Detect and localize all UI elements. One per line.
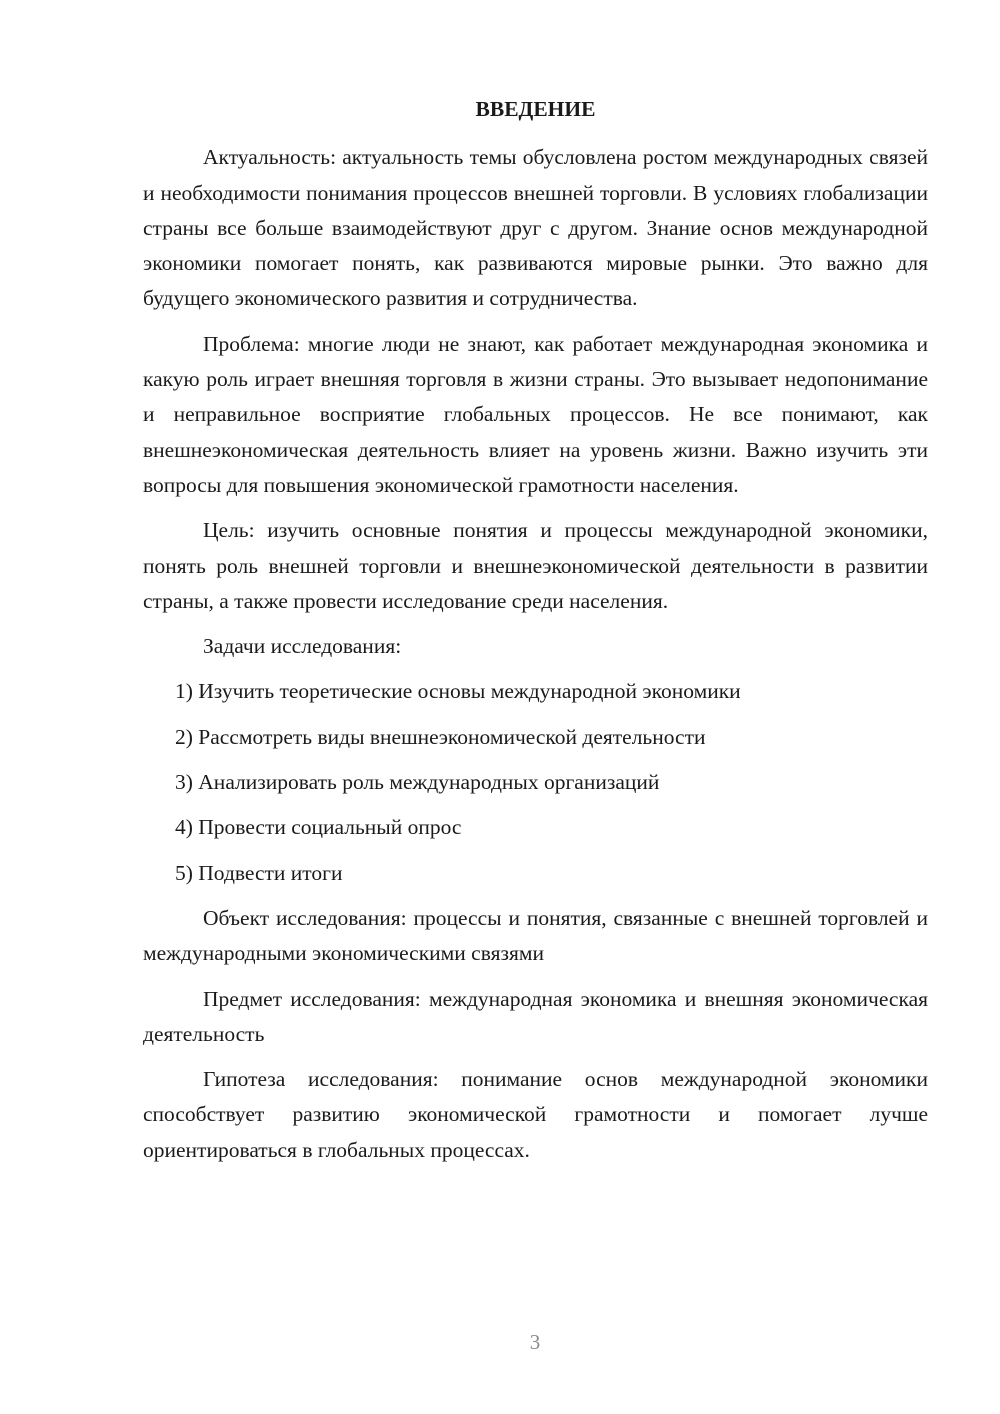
list-item: 4) Провести социальный опрос (175, 815, 462, 840)
page-title: ВВЕДЕНИЕ (475, 97, 596, 121)
list-item: 1) Изучить теоретические основы международной экономики (175, 679, 741, 704)
paragraph-goal: Цель: изучить основные понятия и процессы международной экономики, понять роль внешней торговли и внешнеэкономической деятельности в развитии страны, а также провести исследование среди населения. (143, 518, 928, 613)
paragraph-problem: Проблема: многие люди не знают, как работает международная экономика и какую роль играет внешняя торговля в жизни страны. Это вызывает недопонимание и неправильное восприятие глобальных процессов. Не все понимают, как внешнеэкономическая деятельность влияет на уровень жизни. Важно изучить эти вопросы для повышения экономической грамотности населения. (143, 331, 928, 497)
list-item: 2) Рассмотреть виды внешнеэкономической деятельности (175, 724, 706, 749)
paragraph-object: Объект исследования: процессы и понятия, связанные с внешней торговлей и международными экономическими связями (143, 905, 928, 966)
list-item: 5) Подвести итоги (175, 860, 343, 885)
page-body (143, 92, 928, 1178)
tasks-list (143, 674, 928, 890)
list-item: 3) Анализировать роль международных организаций (175, 770, 660, 795)
paragraph-hypothesis: Гипотеза исследования: понимание основ международной экономики способствует развитию экономической грамотности и помогает лучше ориентироваться в глобальных процессах. (143, 1067, 928, 1162)
paragraph-relevance: Актуальность: актуальность темы обусловлена ростом международных связей и необходимости понимания процессов внешней торговли. В условиях глобализации страны все больше взаимодействуют друг с другом. Знание основ международной экономики помогает понять, как развиваются мировые рынки. Это важно для будущего экономического развития и сотрудничества. (143, 145, 928, 311)
tasks-label: Задачи исследования: (203, 634, 402, 659)
page-number: 3 (529, 1330, 541, 1354)
paragraph-subject: Предмет исследования: международная экономика и внешняя экономическая деятельность (143, 986, 928, 1046)
